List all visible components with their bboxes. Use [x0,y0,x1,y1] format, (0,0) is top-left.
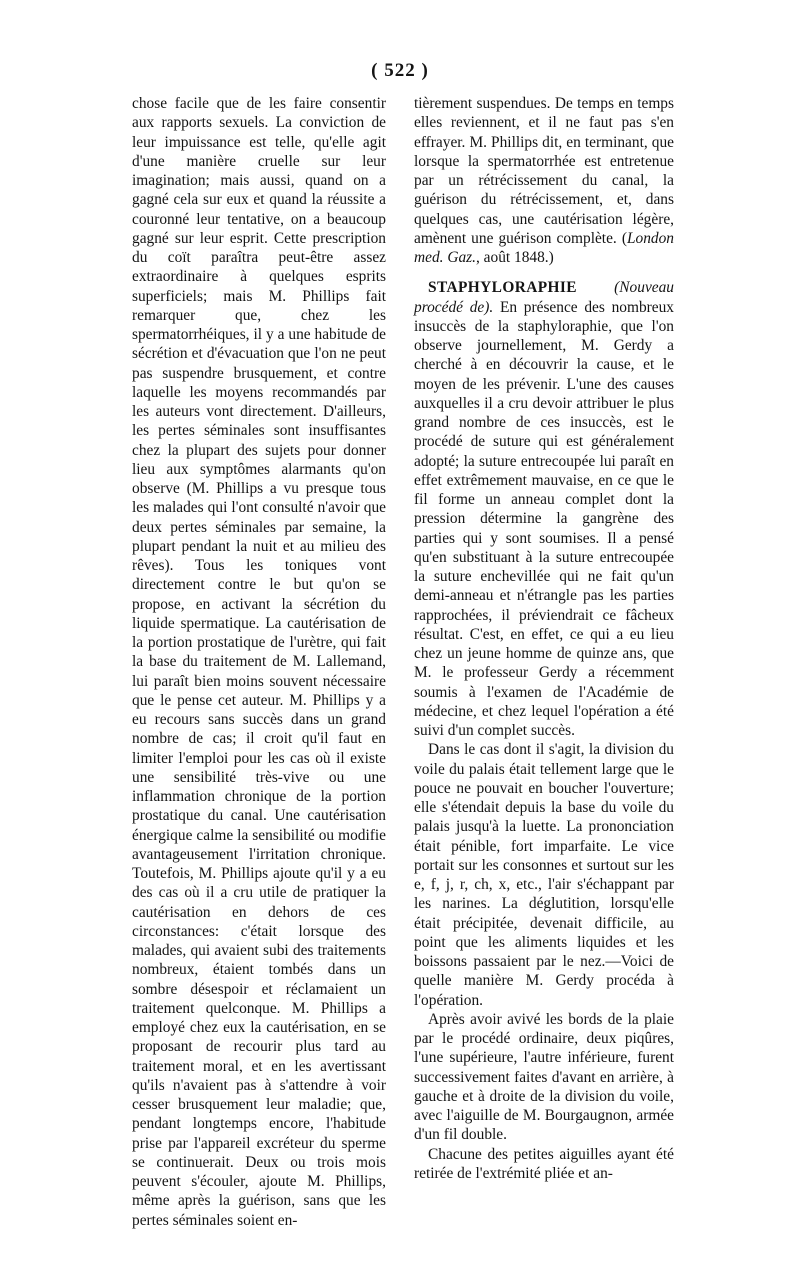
left-column [132,94,386,1230]
left-column-paragraph: chose facile que de les faire consentir aux rapports sexuels. La conviction de leur impuissance est telle, qu'elle agit d'une manière cruelle sur leur imagination; mais aussi, quand on a gagné cela sur eux et quand la réussite a couronné leur tentative, on a beaucoup gagné sur leur esprit. Cette prescription du coït paraîtra peut-être assez extraordinaire à quelques esprits superficiels; mais M. Phillips fait remarquer que, chez les spermatorrhéiques, il y a une habitude de sécrétion et d'évacuation que l'on ne peut pas suspendre brusquement, et contre laquelle les moyens recommandés par les auteurs vont directement. D'ailleurs, les pertes séminales sont insuffisantes chez la plupart des sujets pour donner lieu aux symptômes alarmants qu'on observe (M. Phillips a vu presque tous les malades qui l'ont consulté n'avoir que deux pertes séminales par semaine, la plupart pendant la nuit et au milieu des rêves). Tous les toniques vont directement contre le but qu'on se propose, en activant la sécrétion du liquide spermatique. La cautérisation de la portion prostatique de l'urètre, qui fait la base du traitement de M. Lallemand, lui paraît bien moins souvent nécessaire que le pense cet auteur. M. Phillips y a eu recours sans succès dans un grand nombre de cas; il croit qu'il faut en limiter l'emploi pour les cas où il existe une sensibilité très-vive ou une inflammation chronique de la portion prostatique du canal. Une cautérisation énergique calme la sensibilité ou modifie avantageusement l'irritation chronique. Toutefois, M. Phillips ajoute qu'il y a eu des cas où il a cru utile de pratiquer la cautérisation en dehors de ces circonstances: c'était lorsque des malades, qui avaient subi des traitements nombreux, étaient tombés dans un sombre désespoir et réclamaient un traitement quelconque. M. Phillips a employé chez eux la cautérisation, en se proposant de recourir plus tard au traitement moral, et en les avertissant qu'ils n'avaient pas à s'attendre à voir cesser brusquement leur maladie; que, pendant longtemps encore, l'habitude prise par l'appareil excréteur du sperme se continuerait. Deux ou trois mois peuvent s'écouler, ajoute M. Phillips, même après la guérison, sans que les pertes séminales soient en- [132,95,386,1229]
right-paragraph-3: Dans le cas dont il s'agit, la division du voile du palais était tellement large que le pouce ne pouvait en boucher l'ouverture; elle s'étendait depuis la base du voile du palais jusqu'à la luette. La prononciation était pénible, fort imparfaite. Le vice portait sur les consonnes et surtout sur les e, f, j, r, ch, x, etc., l'air s'échappant par les narines. La déglutition, lorsqu'elle était précipitée, devenait difficile, au point que les aliments liquides et les boissons passaient par le nez.—Voici de quelle manière M. Gerdy procéda à l'opération. [414,741,674,1009]
section-subheading: (Nouveau procédé de). [414,279,674,316]
journal-citation: London med. Gaz. [414,229,674,266]
paragraph-2-text: En présence des nombreux insuccès de la staphyloraphie, que l'on observe journellement, M. Gerdy a cherché à en découvrir la cause, et le moyen de les prévenir. L'une des causes auxquelles il a cru devoir attribuer le plus grand nombre de ces insuccès, est le procédé de suture qui est généralement adopté; la suture entrecoupée lui paraît en effet extrêmement mauvaise, en ce que le fil forme un anneau complet dont la pression détermine la gangrène des parties qui y sont soumises. Il a pensé qu'en substituant à la suture entrecoupée la suture enchevillée qui ne fait qu'un demi-anneau et n'étrangle pas les parties rapprochées, il préviendrait ce fâcheux résultat. C'est, en effet, ce qui a eu lieu chez un jeune homme de quinze ans, que M. le professeur Gerdy a récemment soumis à l'examen de l'Académie de médecine, et chez lequel l'opération a été suivi d'un complet succès. [414,298,675,739]
right-paragraph-2 [414,278,674,740]
right-paragraph-1 [414,94,674,267]
section-heading: STAPHYLORAPHIE [428,279,577,297]
page-number: ( 522 ) [371,60,429,81]
right-paragraph-4: Après avoir avivé les bords de la plaie par le procédé ordinaire, deux piqûres, l'une supérieure, l'autre inférieure, furent successivement faites d'avant en arrière, à gauche et à droite de la division du voile, avec l'aiguille de M. Bourgaugnon, armée d'un fil double. [414,1010,674,1144]
right-column [414,94,674,1183]
citation-date: , août 1848.) [475,249,554,266]
right-paragraph-5: Chacune des petites aiguilles ayant été retirée de l'extrémité pliée et an- [414,1145,674,1182]
paragraph-1-text: tièrement suspendues. De temps en temps elles reviennent, et il ne faut pas s'en effrayer. M. Phillips dit, en terminant, que lorsque la spermatorrhée est entretenue par un rétrécissement du canal, la guérison du rétrécissement, et, dans quelques cas, une cautérisation légère, amènent une guérison complète. ( [414,95,674,247]
